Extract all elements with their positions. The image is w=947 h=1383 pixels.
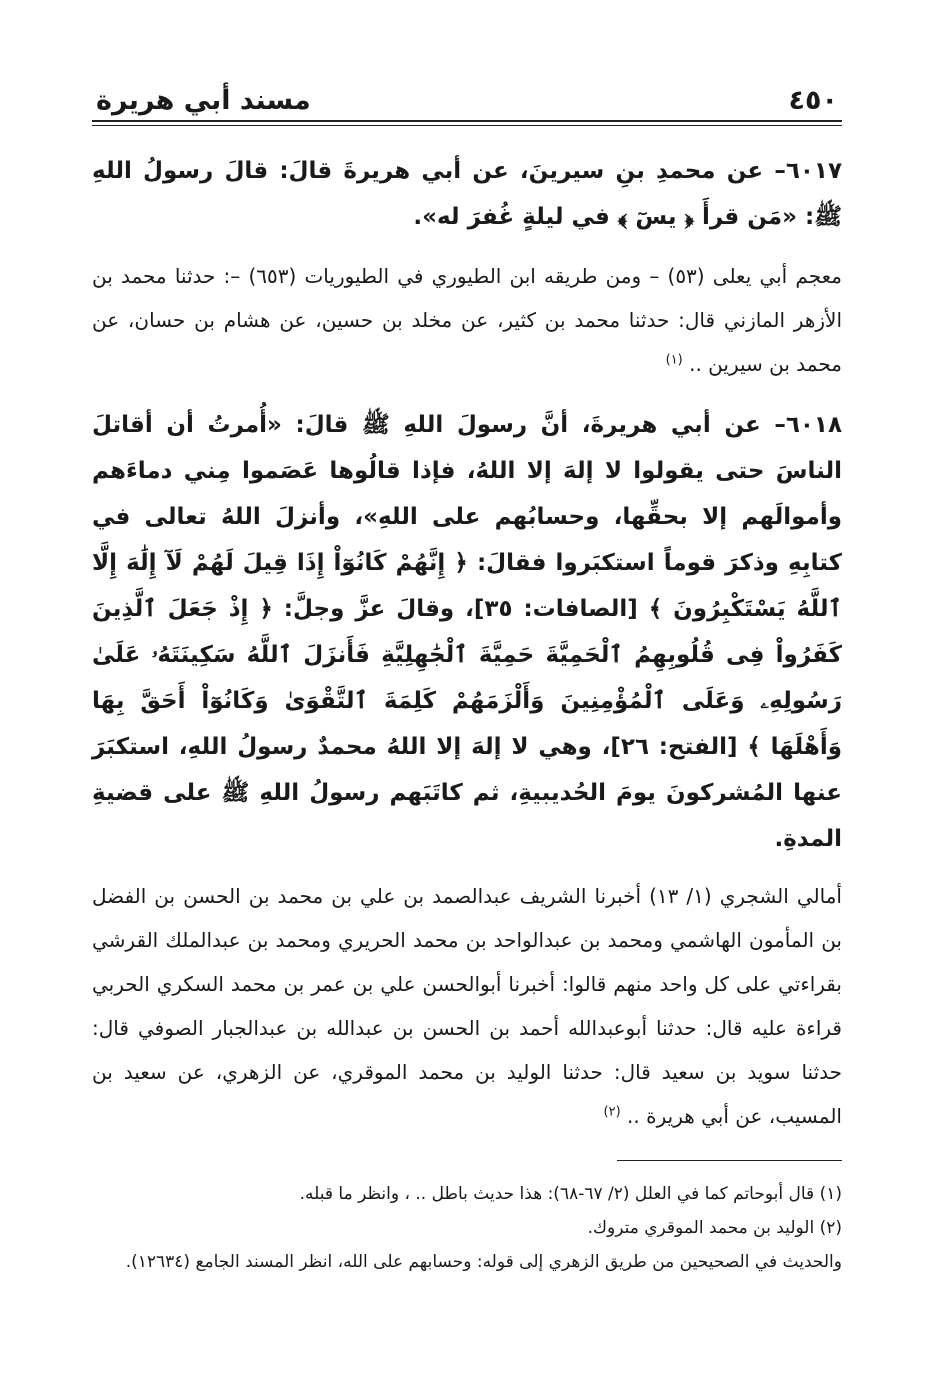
page-number: ٤٥٠ [788,85,838,116]
footnote-ref-2: (٢) [603,1104,621,1120]
footnote-ref-1: (١) [665,352,683,368]
hadith-6017: ٦٠١٧– عن محمدِ بنِ سيرينَ، عن أبي هريرةَ قالَ: قالَ رسولُ اللهِ ﷺ: «مَن قرأَ ﴿ يسٓ ﴾ في ليلةٍ غُفرَ له». [92,158,842,230]
source-6017-text: معجم أبي يعلى (٥٣) – ومن طريقه ابن الطيوري في الطيوريات (٦٥٣) –: حدثنا محمد بن الأزهر المازني قال: حدثنا محمد بن كثير، عن مخلد بن حسين، عن هشام بن حسان، عن محمد بن سيرين .. [92,264,842,376]
footnote-2-continued: والحديث في الصحيحين من طريق الزهري إلى قوله: وحسابهم على الله، انظر المسند الجامع (١٢٦٣٤). [125,1252,842,1272]
footnote-separator [617,1160,842,1161]
footnote-2: (٢) الوليد بن محمد الموقري متروك. [587,1218,842,1238]
source-6018-text: أمالي الشجري (١/ ١٣) أخبرنا الشريف عبدالصمد بن علي بن محمد بن الحسن بن الفضل بن المأمون الهاشمي ومحمد بن عبدالواحد بن محمد الحريري ومحمد بن عبدالملك القرشي بقراءتي على كل واحد منهم قالوا: أخبرنا أبوالحسن علي بن عمر بن محمد السكري الحربي قراءة عليه قال: حدثنا أبوعبدالله أحمد بن الحسن بن عبدالله بن عبدالجبار الصوفي قال: حدثنا سويد بن سعيد قال: حدثنا الوليد بن محمد الموقري، عن الزهري، عن سعيد بن المسيب، عن أبي هريرة .. [92,884,842,1128]
source-6018 [92,874,842,1138]
footnotes [92,1177,842,1279]
hadith-6018: ٦٠١٨– عن أبي هريرةَ، أنَّ رسولَ اللهِ ﷺ قالَ: «أُمرتُ أن أقاتلَ الناسَ حتى يقولوا لا إلهَ إلا اللهُ، فإذا قالُوها عَصَموا مِني دماءَهم وأموالَهم إلا بحقِّها، وحسابُهم على اللهِ»، وأنزلَ اللهُ تعالى في كتابِهِ وذكرَ قوماً استكبَروا فقالَ: ﴿ إِنَّهُمْ كَانُوٓاْ إِذَا قِيلَ لَهُمْ لَآ إِلَٰهَ إِلَّا ٱللَّهُ يَسْتَكْبِرُونَ ﴾ [الصافات: ٣٥]، وقالَ عزَّ وجلَّ: ﴿ إِذْ جَعَلَ ٱلَّذِينَ كَفَرُواْ فِى قُلُوبِهِمُ ٱلْحَمِيَّةَ حَمِيَّةَ ٱلْجَٰهِلِيَّةِ فَأَنزَلَ ٱللَّهُ سَكِينَتَهُۥ عَلَىٰ رَسُولِهِۦ وَعَلَى ٱلْمُؤْمِنِينَ وَأَلْزَمَهُمْ كَلِمَةَ ٱلتَّقْوَىٰ وَكَانُوٓاْ أَحَقَّ بِهَا وَأَهْلَهَا ﴾ [الفتح: ٢٦]، وهي لا إلهَ إلا اللهُ محمدٌ رسولُ اللهِ، استكبَرَ عنها المُشركونَ يومَ الحُديبيةِ، ثم كاتَبَهم رسولُ اللهِ ﷺ على قضيةِ المدةِ. [92,412,842,852]
book-page [92,70,842,1279]
book-title: مسند أبي هريرة [96,85,311,116]
source-6017 [92,254,842,386]
running-header [92,70,842,116]
header-rule [92,120,842,126]
footnote-1: (١) قال أبوحاتم كما في العلل (٢/ ٦٧-٦٨): هذا حديث باطل .. ، وانظر ما قبله. [299,1184,842,1204]
